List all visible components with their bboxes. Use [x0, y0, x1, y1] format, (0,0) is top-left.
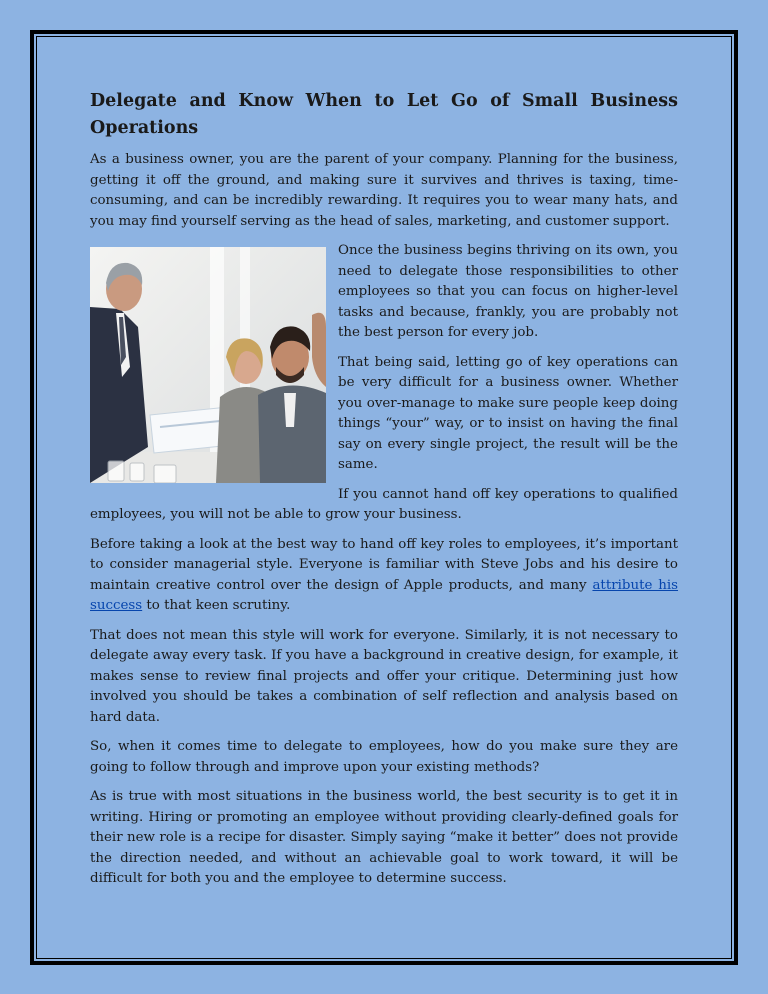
paragraph-grow-business: If you cannot hand off key operations to qualified employees, you will not be able to grow your business.	[90, 486, 678, 522]
business-meeting-illustration	[90, 247, 326, 483]
document-body	[90, 88, 678, 899]
paragraph-managerial-style-start: Before taking a look at the best way to hand off key roles to employees, it’s important to consider managerial style. Everyone is familiar with Steve Jobs and his desire to maintain creative control over the design of Apple products, and many	[90, 536, 678, 593]
business-meeting-photo	[90, 247, 326, 483]
document-title: Delegate and Know When to Let Go of Small Business Operations	[90, 91, 678, 138]
paragraph-letting-go: That being said, letting go of key operations can be very difficult for a business owner. Whether you over-manage to make sure people keep doing things “your” way, or to insist on having the final say on every single project, the result will be the same.	[338, 354, 678, 472]
paragraph-not-for-everyone: That does not mean this style will work for everyone. Similarly, it is not necessary to delegate away every task. If you have a background in creative design, for example, it makes sense to review final projects and offer your critique. Determining just how involved you should be takes a combination of self reflection and analysis based on hard data.	[90, 627, 678, 725]
attribute-success-link[interactable]: attribute his success	[90, 577, 679, 613]
paragraph-intro-text: As a business owner, you are the parent of your company. Planning for the business, getting it off the ground, and making sure it survives and thrives is taxing, time-consuming, and can be incredibly rewarding. It requires you to wear many hats, and you may find yourself serving as the head of sales, marketing, and customer support.	[90, 152, 678, 229]
paragraph-managerial-style	[90, 535, 678, 617]
paragraph-follow-through: So, when it comes time to delegate to employees, how do you make sure they are going to follow through and improve upon your existing methods?	[90, 739, 678, 775]
paragraph-get-in-writing: As is true with most situations in the business world, the best security is to get it in writing. Hiring or promoting an employee without providing clearly-defined goals for their new role is a recipe for disaster. Simply saying “make it better” does not provide the direction needed, and without an achievable goal to work toward, it will be difficult for both you and the employee to determine success.	[90, 789, 678, 886]
paragraph-managerial-style-end: to that keen scrutiny.	[142, 598, 291, 613]
paragraph-intro	[90, 150, 678, 232]
paragraph-delegate: Once the business begins thriving on its own, you need to delegate those responsibilities to other employees so that you can focus on higher-level tasks and because, frankly, you are probably not the best person for every job.	[338, 243, 678, 340]
